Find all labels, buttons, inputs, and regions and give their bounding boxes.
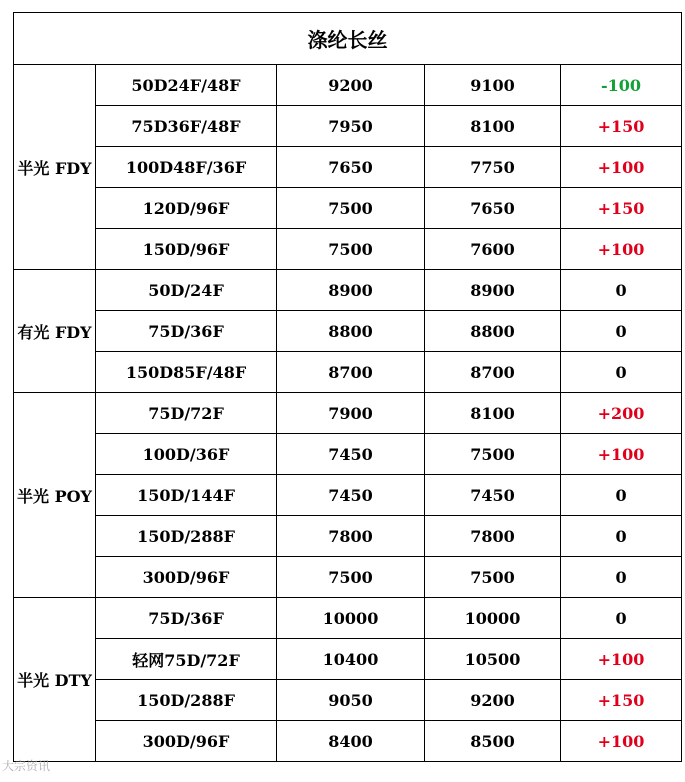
spec-cell: 100D/36F (96, 434, 277, 475)
change-cell: 0 (561, 311, 682, 352)
curr-price-cell: 7650 (425, 188, 561, 229)
curr-price-cell: 9200 (425, 680, 561, 721)
change-cell: +200 (561, 393, 682, 434)
change-cell: 0 (561, 516, 682, 557)
curr-price-cell: 8100 (425, 393, 561, 434)
table-row (14, 598, 682, 639)
spec-cell: 100D48F/36F (96, 147, 277, 188)
title-row (14, 13, 682, 65)
prev-price-cell: 7500 (277, 557, 425, 598)
category-cell: 半光 DTY (14, 598, 96, 762)
spec-cell: 300D/96F (96, 721, 277, 762)
price-table (13, 12, 682, 762)
table-row (14, 311, 682, 352)
change-cell: +100 (561, 639, 682, 680)
prev-price-cell: 8700 (277, 352, 425, 393)
table-row (14, 270, 682, 311)
table-row (14, 352, 682, 393)
curr-price-cell: 7450 (425, 475, 561, 516)
prev-price-cell: 7800 (277, 516, 425, 557)
change-cell: +150 (561, 188, 682, 229)
table-row (14, 434, 682, 475)
spec-cell: 150D/144F (96, 475, 277, 516)
spec-cell: 轻网75D/72F (96, 639, 277, 680)
spec-cell: 50D/24F (96, 270, 277, 311)
curr-price-cell: 10000 (425, 598, 561, 639)
change-cell: 0 (561, 475, 682, 516)
change-cell: +150 (561, 680, 682, 721)
curr-price-cell: 8100 (425, 106, 561, 147)
curr-price-cell: 9100 (425, 65, 561, 106)
spec-cell: 150D85F/48F (96, 352, 277, 393)
change-cell: +100 (561, 721, 682, 762)
prev-price-cell: 7500 (277, 188, 425, 229)
table-row (14, 475, 682, 516)
curr-price-cell: 7750 (425, 147, 561, 188)
curr-price-cell: 7500 (425, 557, 561, 598)
prev-price-cell: 9200 (277, 65, 425, 106)
spec-cell: 75D36F/48F (96, 106, 277, 147)
curr-price-cell: 8700 (425, 352, 561, 393)
spec-cell: 50D24F/48F (96, 65, 277, 106)
curr-price-cell: 8800 (425, 311, 561, 352)
table-row (14, 639, 682, 680)
change-cell: +150 (561, 106, 682, 147)
table-row (14, 106, 682, 147)
watermark-logo: 大宗资讯 (2, 759, 51, 773)
prev-price-cell: 8800 (277, 311, 425, 352)
spec-cell: 120D/96F (96, 188, 277, 229)
table-row (14, 188, 682, 229)
prev-price-cell: 7500 (277, 229, 425, 270)
table-row (14, 393, 682, 434)
prev-price-cell: 7650 (277, 147, 425, 188)
prev-price-cell: 8900 (277, 270, 425, 311)
prev-price-cell: 9050 (277, 680, 425, 721)
table-row (14, 229, 682, 270)
curr-price-cell: 7800 (425, 516, 561, 557)
change-cell: +100 (561, 229, 682, 270)
spec-cell: 150D/288F (96, 516, 277, 557)
prev-price-cell: 8400 (277, 721, 425, 762)
table-title: 涤纶长丝 (14, 13, 682, 65)
change-cell: 0 (561, 270, 682, 311)
table-row (14, 65, 682, 106)
spec-cell: 300D/96F (96, 557, 277, 598)
curr-price-cell: 10500 (425, 639, 561, 680)
category-cell: 有光 FDY (14, 270, 96, 393)
curr-price-cell: 8900 (425, 270, 561, 311)
prev-price-cell: 7900 (277, 393, 425, 434)
table-row (14, 680, 682, 721)
table-row (14, 721, 682, 762)
spec-cell: 75D/36F (96, 311, 277, 352)
spec-cell: 75D/72F (96, 393, 277, 434)
spec-cell: 150D/288F (96, 680, 277, 721)
prev-price-cell: 7450 (277, 434, 425, 475)
change-cell: 0 (561, 352, 682, 393)
prev-price-cell: 10400 (277, 639, 425, 680)
change-cell: -100 (561, 65, 682, 106)
table-row (14, 557, 682, 598)
change-cell: 0 (561, 557, 682, 598)
prev-price-cell: 7950 (277, 106, 425, 147)
table-row (14, 516, 682, 557)
curr-price-cell: 7600 (425, 229, 561, 270)
prev-price-cell: 7450 (277, 475, 425, 516)
prev-price-cell: 10000 (277, 598, 425, 639)
spec-cell: 75D/36F (96, 598, 277, 639)
category-cell: 半光 POY (14, 393, 96, 598)
curr-price-cell: 8500 (425, 721, 561, 762)
category-cell: 半光 FDY (14, 65, 96, 270)
spec-cell: 150D/96F (96, 229, 277, 270)
change-cell: 0 (561, 598, 682, 639)
change-cell: +100 (561, 147, 682, 188)
curr-price-cell: 7500 (425, 434, 561, 475)
change-cell: +100 (561, 434, 682, 475)
table-row (14, 147, 682, 188)
table-body (14, 13, 682, 762)
